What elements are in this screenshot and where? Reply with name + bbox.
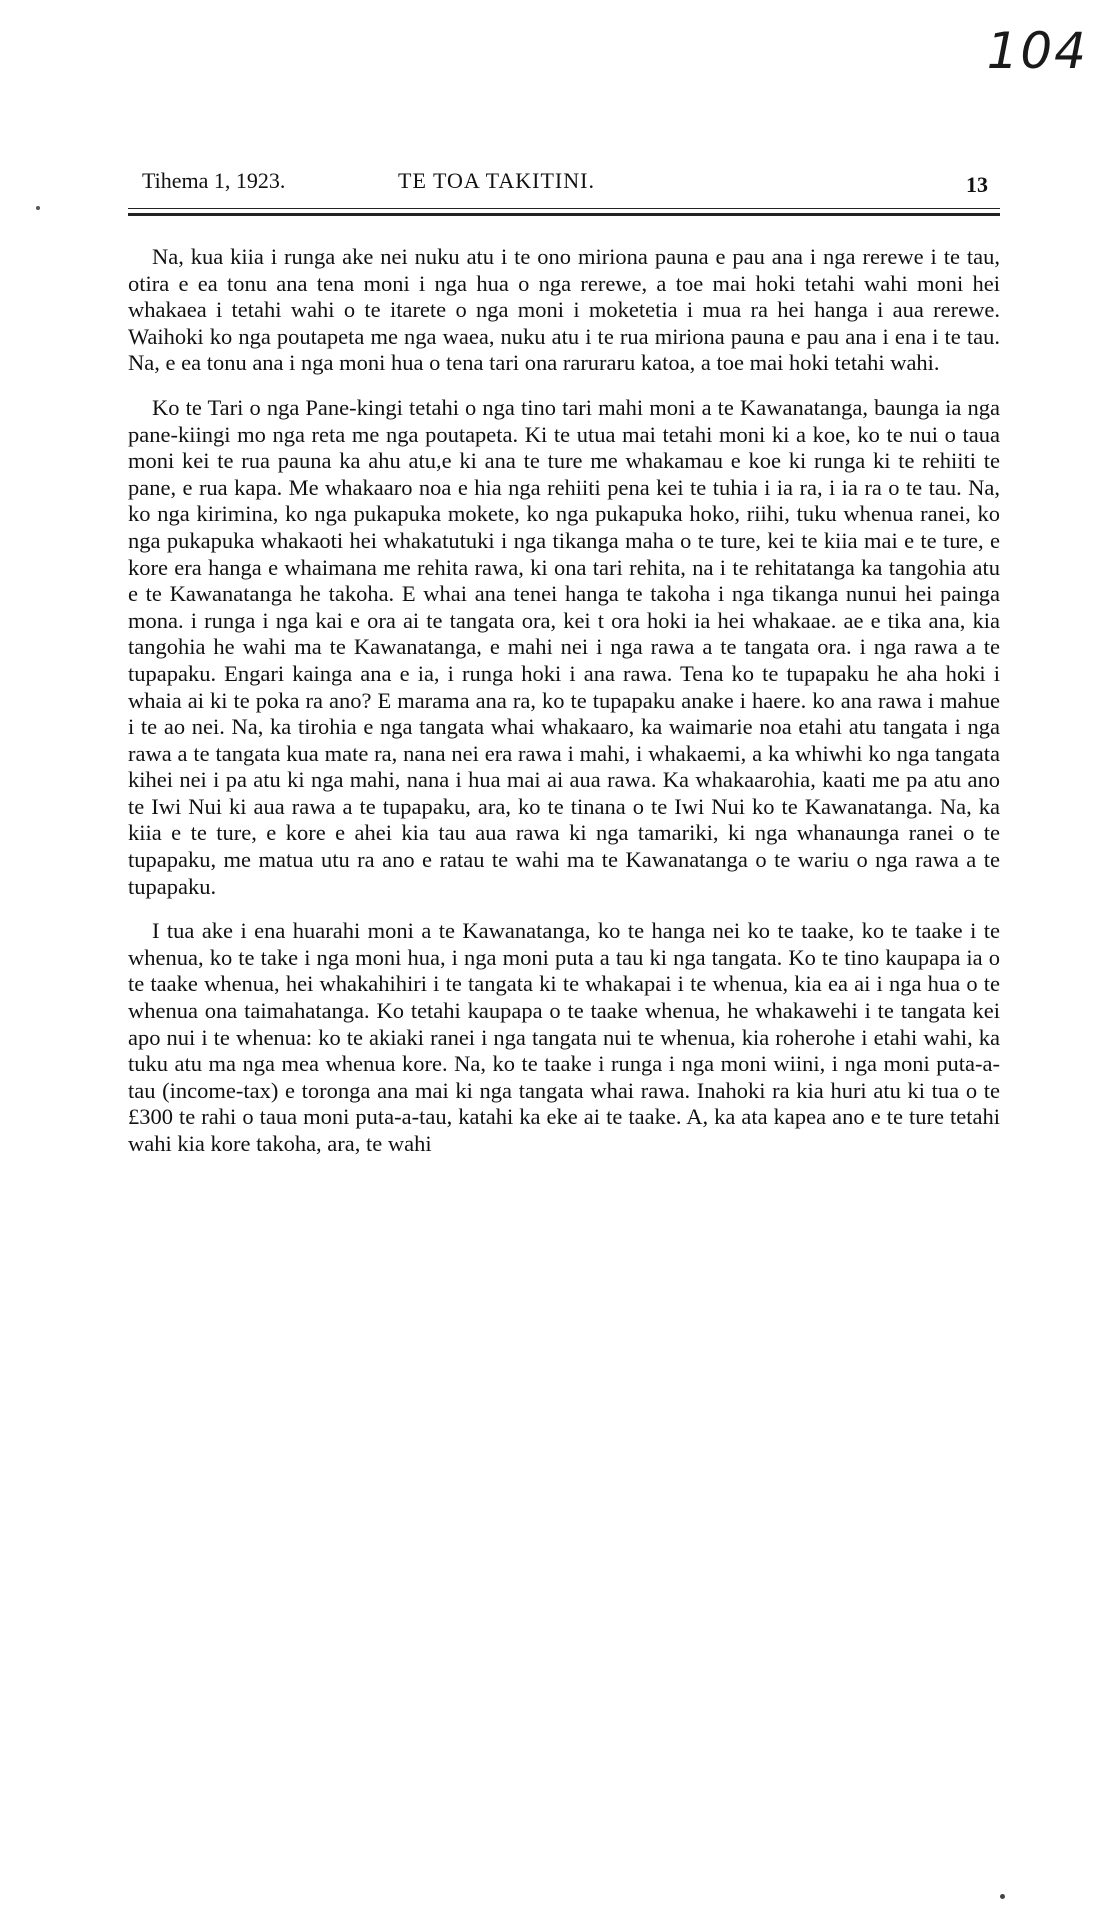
header-title: TE TOA TAKITINI. (398, 168, 595, 193)
handwritten-page-number: 104 (986, 22, 1088, 80)
header-page-number: 13 (966, 172, 988, 197)
running-header (128, 168, 1000, 202)
margin-dot (36, 206, 40, 210)
paragraph-1: Na, kua kiia i runga ake nei nuku atu i te ono miriona pauna e pau ana i nga rerewe i te tau, otira e ea tonu ana tena moni i nga hua o nga rerewe, a toe mai hoki tetahi wahi moni hei whakaea i tetahi wahi o te itarete o nga moni i moketetia i mua ra hei hanga i aua rerewe. Waihoki ko nga poutapeta me nga waea, nuku atu i te rua miriona pauna e pau ana i ena i te tau. Na, e ea tonu ana i nga moni hua o tena tari ona raruraru katoa, a toe mai hoki tetahi wahi. (128, 244, 1000, 376)
header-rule-thick (128, 213, 1000, 216)
header-rule-thin (128, 208, 1000, 209)
header-date: Tihema 1, 1923. (142, 168, 286, 193)
paragraph-3: I tua ake i ena huarahi moni a te Kawanatanga, ko te hanga nei ko te taake, ko te taake i te whenua, ko te take i nga moni hua, i nga moni puta a tau ki nga tangata. Ko te tino kaupapa ia o te taake whenua, hei whakahihiri i te tangata ki te whakapai i te whenua, kia ea ai i nga hua o te whenua ona taimahatanga. Ko tetahi kaupapa o te taake whenua, he whakawehi i te tangata kei apo nui i te whenua: ko te akiaki ranei i nga tangata nui te whenua, kia roherohe i etahi wahi, ka tuku atu ma nga mea whenua kore. Na, ko te taake i runga i nga moni wiini, i nga moni puta-a-tau (income-tax) e toronga ana mai ki nga tangata whai rawa. Inahoki ra kia huri atu ki tua o te £300 te rahi o taua moni puta-a-tau, katahi ka eke ai te taake. A, ka ata kapea ano e te ture tetahi wahi kia kore takoha, ara, te wahi (128, 918, 1000, 1156)
bottom-mark (1000, 1894, 1005, 1899)
article-body (128, 244, 1000, 1158)
paragraph-2: Ko te Tari o nga Pane-kingi tetahi o nga tino tari mahi moni a te Kawanatanga, baunga ia nga pane-kiingi mo nga reta me nga poutapeta. Ki te utua mai tetahi moni ki a koe, ko te nui o taua moni kei te rua pauna ka ahu atu,e ki ana te ture me whakamau e koe ki runga ki te rehiiti te pane, e rua kapa. Me whakaaro noa e hia nga rehiiti pena kei te tuhia i ia ra, i ia ra o te tau. Na, ko nga kirimina, ko nga pukapuka mokete, ko nga pukapuka hoko, riihi, tuku whenua ranei, ko nga pukapuka whakaoti hei whakatutuki i nga tikanga maha o te ture, kei te kiia mai e te ture, e kore era hanga e whaimana me rehita rawa, ki ona tari rehita, na i te rehitatanga ka tangohia atu e te Kawanatanga he takoha. E whai ana tenei hanga te takoha i nga tikanga nunui hei painga mona. i runga i nga kai e ora ai te tangata ora, kei t ora hoki ia hei whakaae. ae e tika ana, kia tangohia he wahi ma te Kawanatanga, e mahi nei i nga rawa a te tangata ora. i nga rawa a te tupapaku. Engari kainga ana e ia, i runga hoki i ana rawa. Tena ko te tupapaku he aha hoki i whaia ai ki te poka ra ano? E marama ana ra, ko te tupapaku anake i haere. ko ana rawa i mahue i te ao nei. Na, ka tirohia e nga tangata whai whakaaro, ka waimarie noa etahi atu tangata i nga rawa a te tangata kua mate ra, nana nei era rawa i mahi, i whakaemi, a ka whiwhi ko nga tangata kihei nei i pa atu ki nga mahi, nana i hua mai ai aua rawa. Ka whakaarohia, kaati me pa atu ano te Iwi Nui ki aua rawa a te tupapaku, ara, ko te tinana o te Iwi Nui ko te Kawanatanga. Na, ka kiia e te ture, e kore e ahei kia tau aua rawa ki nga tamariki, ki nga whanaunga ranei o te tupapaku, me matua utu ra ano e ratau te wahi ma te Kawanatanga o te wariu o nga rawa a te tupapaku. (128, 394, 1000, 899)
